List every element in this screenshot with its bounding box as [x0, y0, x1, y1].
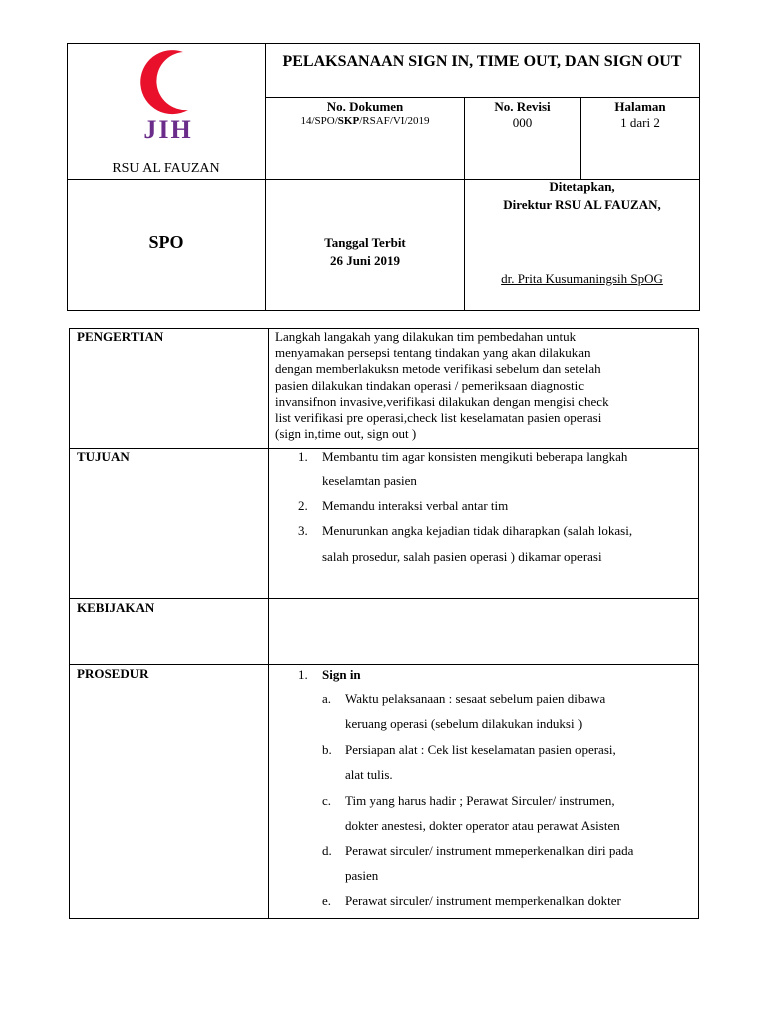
hospital-logo — [128, 46, 208, 146]
doc-no-value: 14/SPO/SKP/RSAF/VI/2019 — [300, 115, 430, 127]
revision-label: No. Revisi — [494, 99, 551, 114]
pengertian-text — [275, 329, 695, 442]
sub-item: Waktu pelaksanaan : sesaat sebelum paien dibawa — [345, 691, 606, 706]
text-line: (sign in,time out, sign out ) — [275, 426, 417, 442]
list-number: 2. — [298, 498, 308, 513]
svg-text:JIH: JIH — [143, 115, 193, 144]
revision-value: 000 — [512, 115, 533, 130]
sub-item: pasien — [345, 868, 379, 883]
sub-item: Tim yang harus hadir ; Perawat Sirculer/ instrumen, — [345, 793, 615, 808]
list-item: Membantu tim agar konsisten mengikuti beberapa langkah — [322, 449, 628, 464]
list-item: keselamtan pasien — [322, 473, 417, 488]
sub-item: Perawat sirculer/ instrument mmeperkenalkan diri pada — [345, 843, 634, 858]
sub-letter: d. — [322, 843, 332, 858]
sub-item: Perawat sirculer/ instrument memperkenalkan dokter — [345, 893, 621, 908]
list-number: 3. — [298, 523, 308, 538]
page-value: 1 dari 2 — [620, 115, 660, 130]
sub-item: Persiapan alat : Cek list keselamatan pasien operasi, — [345, 742, 616, 757]
approver-name: dr. Prita Kusumaningsih SpOG — [501, 271, 663, 286]
list-item: Memandu interaksi verbal antar tim — [322, 498, 509, 513]
list-number: 1. — [298, 449, 308, 464]
tujuan-label: TUJUAN — [77, 449, 130, 464]
sub-item: keruang operasi (sebelum dilakukan induksi ) — [345, 716, 583, 731]
sub-letter: b. — [322, 742, 332, 757]
issue-date-label: Tanggal Terbit — [324, 235, 406, 250]
org-name: RSU AL FAUZAN — [112, 161, 220, 176]
list-item: salah prosedur, salah pasien operasi ) dikamar operasi — [322, 549, 602, 564]
prosedur-label: PROSEDUR — [77, 666, 149, 681]
crescent-icon — [128, 46, 208, 146]
list-item: Menurunkan angka kejadian tidak diharapkan (salah lokasi, — [322, 523, 633, 538]
doc-type: SPO — [148, 232, 184, 252]
text-line: invansifnon invasive,verifikasi dilakukan dengan mengisi check — [275, 393, 609, 409]
text-line: pasien dilakukan tindakan operasi / pemeriksaan diagnostic — [275, 377, 585, 393]
page-label: Halaman — [614, 99, 666, 114]
sub-letter: e. — [322, 893, 332, 908]
text-line: dengan memberlakuksn metode verifikasi sebelum dan setelah — [275, 361, 601, 377]
list-number: 1. — [298, 667, 308, 682]
sub-letter: a. — [322, 691, 332, 706]
document-title: PELAKSANAAN SIGN IN, TIME OUT, DAN SIGN OUT — [282, 53, 682, 70]
text-line: list verifikasi pre operasi,check list keselamatan pasien operasi — [275, 410, 602, 426]
text-line: Langkah langakah yang dilakukan tim pembedahan untuk — [275, 329, 577, 344]
sub-item: dokter anestesi, dokter operator atau perawat Asisten — [345, 818, 620, 833]
step-title: Sign in — [322, 667, 361, 682]
pengertian-label: PENGERTIAN — [77, 329, 164, 344]
sub-item: alat tulis. — [345, 767, 393, 782]
sub-letter: c. — [322, 793, 332, 808]
kebijakan-label: KEBIJAKAN — [77, 600, 155, 615]
doc-no-label: No. Dokumen — [326, 99, 404, 114]
approver-role: Direktur RSU AL FAUZAN, — [503, 197, 661, 212]
text-line: menyamakan persepsi tentang tindakan yang akan dilakukan — [275, 345, 591, 361]
issue-date: 26 Juni 2019 — [329, 253, 401, 268]
approved-label: Ditetapkan, — [549, 179, 615, 194]
